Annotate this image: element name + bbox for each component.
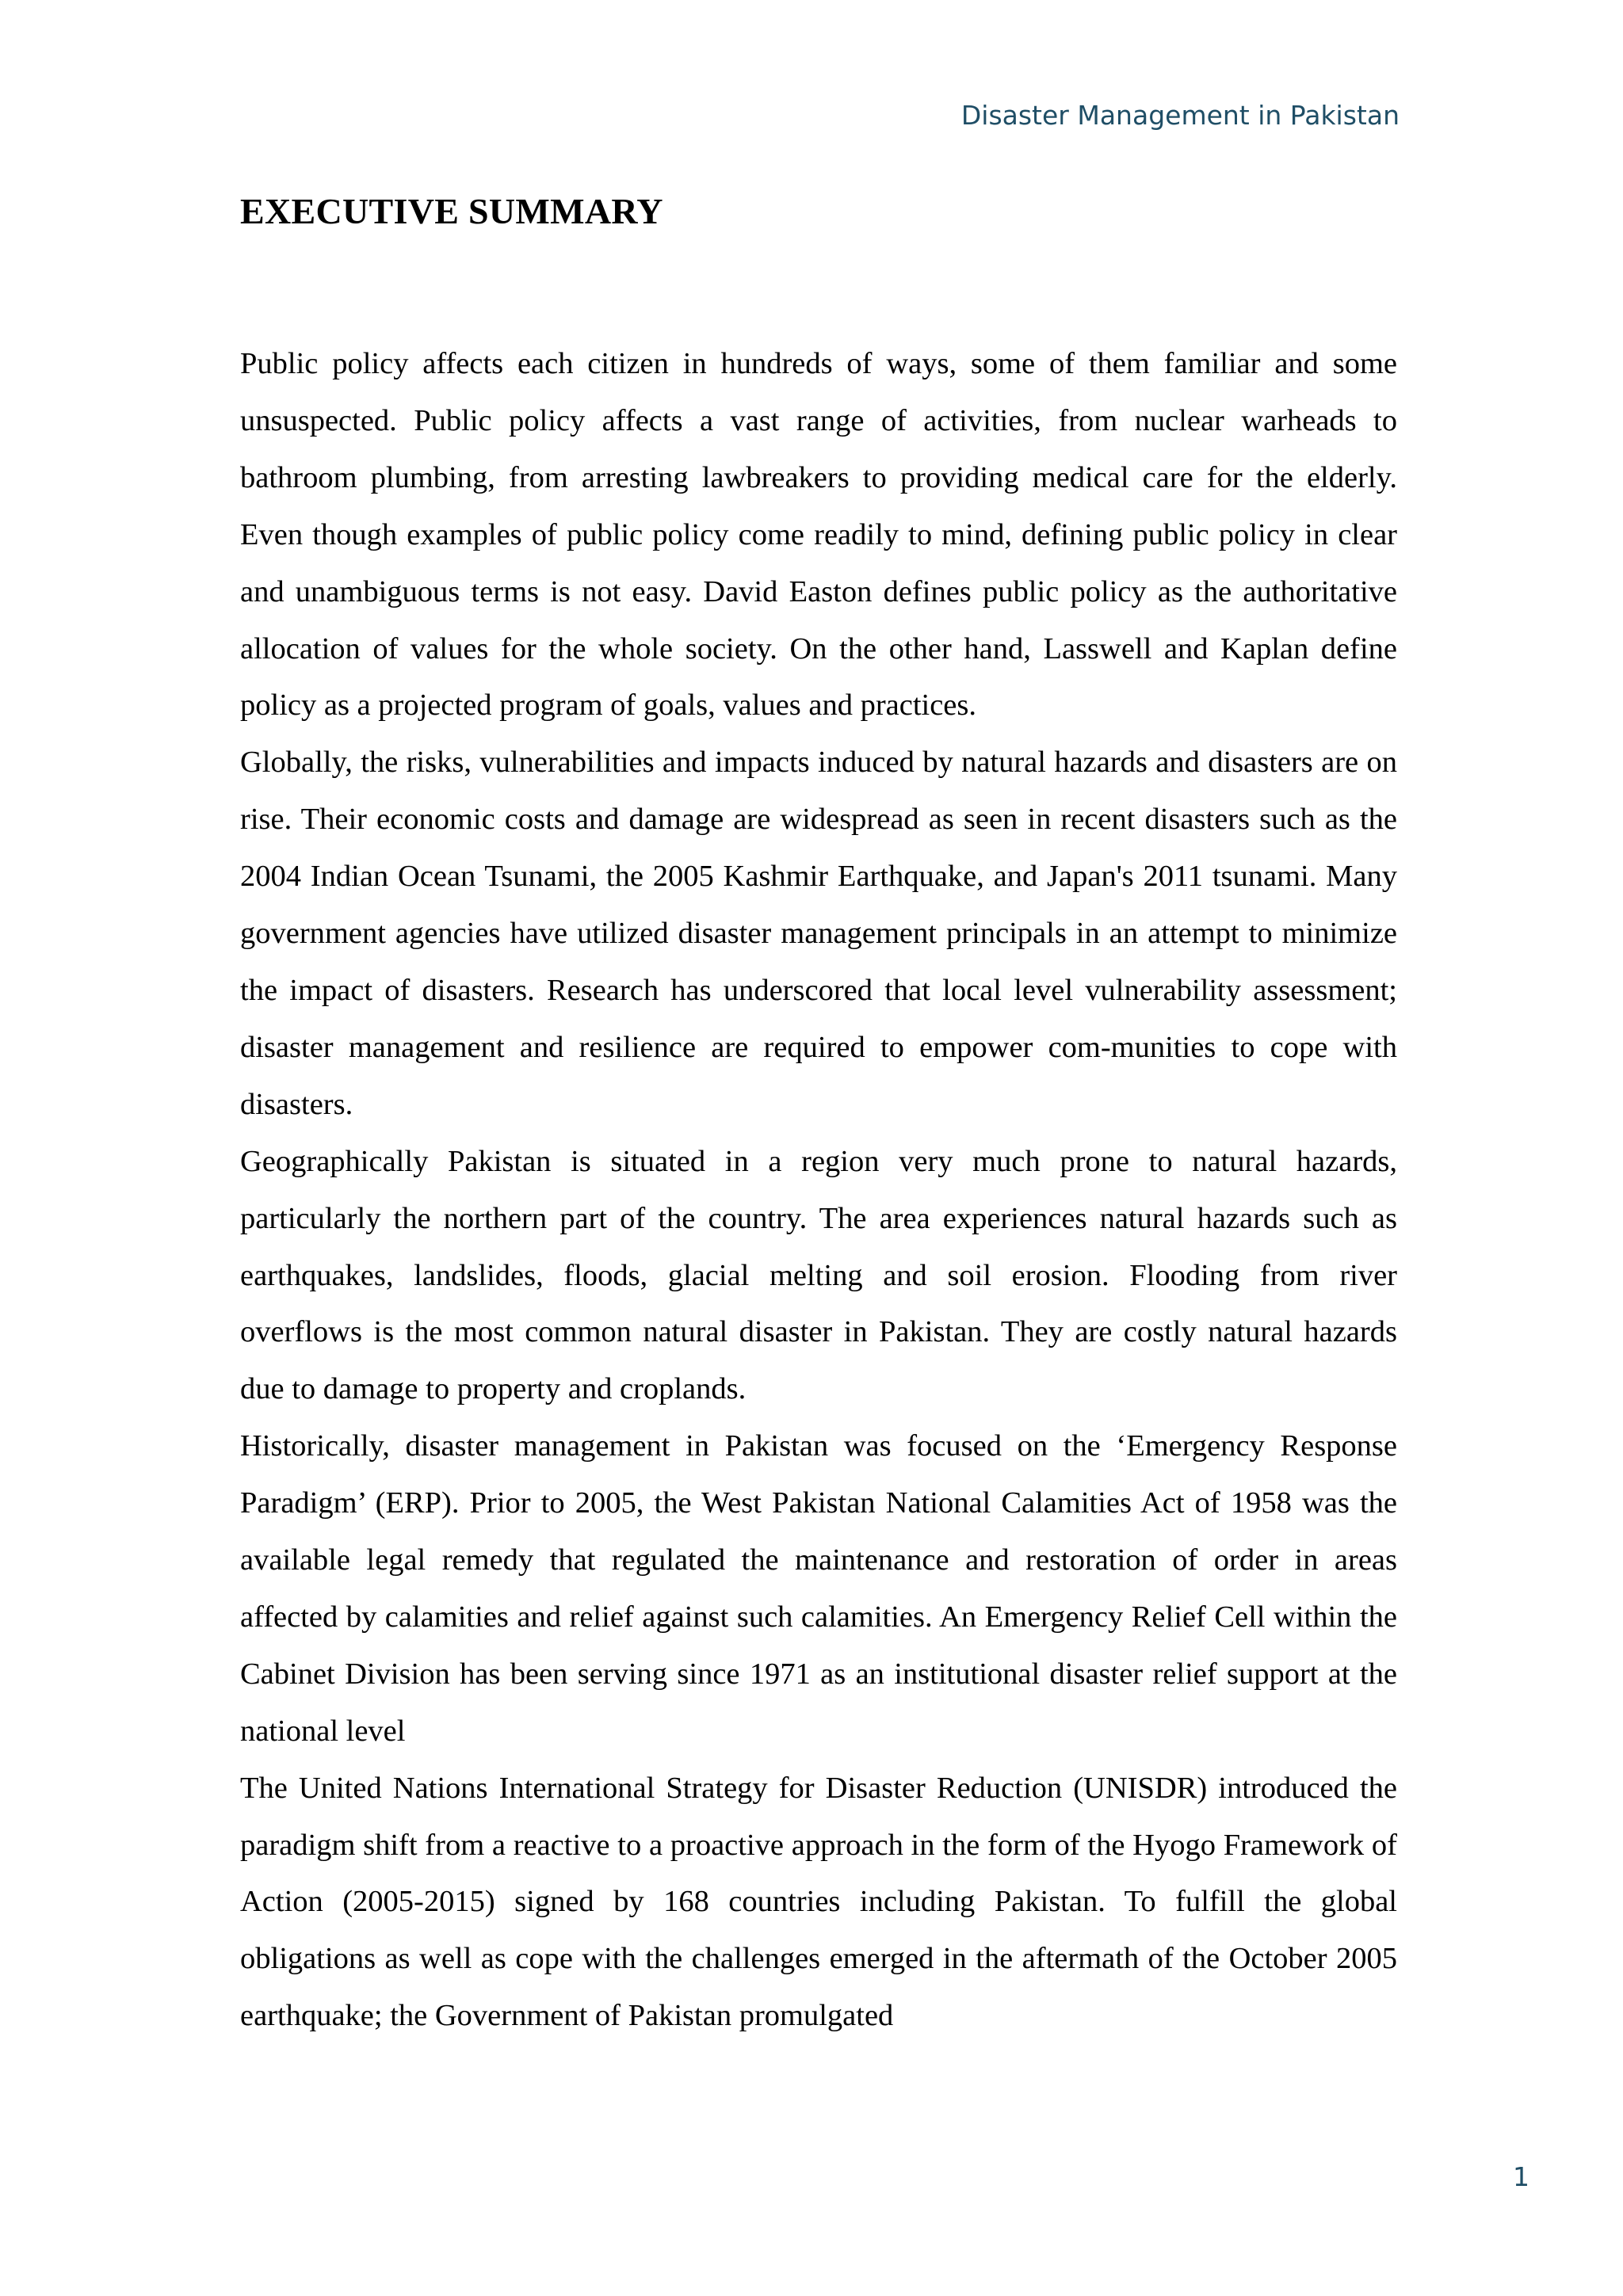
paragraph-public-policy: Public policy affects each citizen in hundreds of ways, some of them familiar and some unsuspected. Public policy affects a vast range of activities, from nuclear warheads to bathroom plumbing, from arresting lawbreakers to providing medical care for the elderly. Even though examples of public policy come readily to mind, defining public policy in clear and unambiguous terms is not easy. David Easton defines public policy as the authoritative allocation of values for the whole society. On the other hand, Lasswell and Kaplan define policy as a projected program of goals, values and practices. bbox=[240, 347, 1397, 723]
paragraph-geography: Geographically Pakistan is situated in a region very much prone to natural hazards, particularly the northern part of the country. The area experiences natural hazards such as earthquakes, landslides, floods, glacial melting and soil erosion. Flooding from river overflows is the most common natural disaster in Pakistan. They are costly natural hazards due to damage to property and croplands. bbox=[240, 1144, 1397, 1406]
paragraph-history: Historically, disaster management in Pakistan was focused on the ‘Emergency Response Paradigm’ (ERP). Prior to 2005, the West Pakistan National Calamities Act of 1958 was the available legal remedy that regulated the maintenance and restoration of order in areas affected by calamities and relief against such calamities. An Emergency Relief Cell within the Cabinet Division has been serving since 1971 as an institutional disaster relief support at the national level bbox=[240, 1429, 1397, 1748]
paragraph-unisdr: The United Nations International Strategy for Disaster Reduction (UNISDR) introduced the paradigm shift from a reactive to a proactive approach in the form of the Hyogo Framework of Action (2005-2015) signed by 168 countries including Pakistan. To fulfill the global obligations as well as cope with the challenges emerged in the aftermath of the October 2005 earthquake; the Government of Pakistan promulgated bbox=[240, 1771, 1397, 2033]
page-number: 1 bbox=[1513, 2161, 1529, 2192]
running-header: Disaster Management in Pakistan bbox=[960, 100, 1400, 131]
section-title: EXECUTIVE SUMMARY bbox=[240, 191, 663, 231]
body-text bbox=[240, 336, 1397, 2045]
paragraph-global-risks: Globally, the risks, vulnerabilities and impacts induced by natural hazards and disasters are on rise. Their economic costs and damage are widespread as seen in recent disasters such as the 2004 Indian Ocean Tsunami, the 2005 Kashmir Earthquake, and Japan's 2011 tsunami. Many government agencies have utilized disaster management principals in an attempt to minimize the impact of disasters. Research has underscored that local level vulnerability assessment; disaster management and resilience are required to empower com-munities to cope with disasters. bbox=[240, 746, 1397, 1121]
